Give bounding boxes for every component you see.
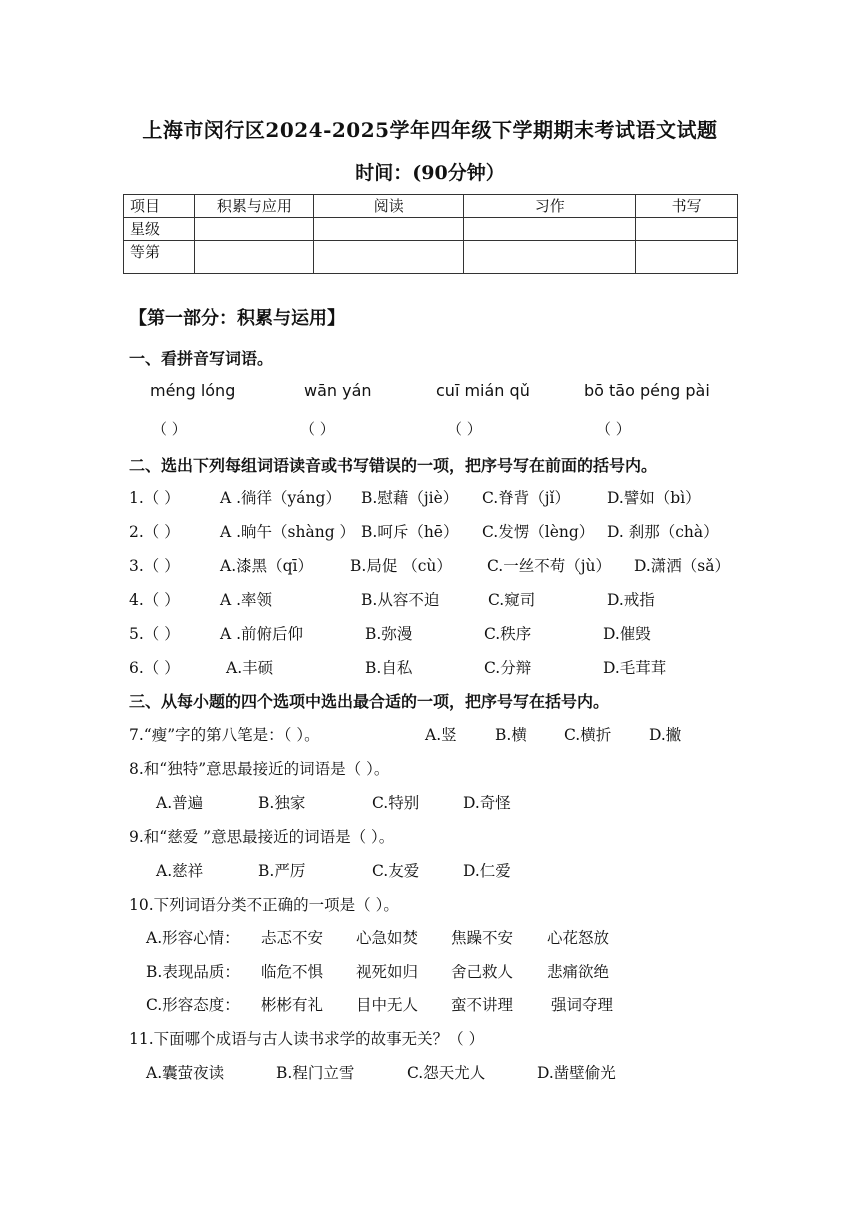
- table-header-cell: 积累与应用: [195, 195, 314, 218]
- score-cell[interactable]: [314, 218, 464, 241]
- option: A.丰硕: [226, 659, 274, 677]
- option: C.发愣（lèng）: [482, 523, 595, 541]
- word: 目中无人: [356, 996, 419, 1014]
- option: C.秩序: [484, 625, 532, 643]
- question-10-row: [146, 960, 610, 982]
- option: C.横折: [564, 726, 612, 744]
- option: B.局促 （cù）: [350, 557, 452, 575]
- question-1: [129, 486, 701, 508]
- option: D.撇: [649, 726, 682, 744]
- page-title: 上海市闵行区2024-2025学年四年级下学期期末考试语文试题: [142, 118, 718, 142]
- answer-blank[interactable]: （ ）: [447, 420, 482, 438]
- score-cell[interactable]: [464, 218, 636, 241]
- option: C.特别: [372, 794, 420, 812]
- table-row: [124, 241, 738, 274]
- option: D.譬如（bì）: [607, 489, 701, 507]
- score-cell[interactable]: [195, 241, 314, 274]
- option: A.漆黑（qī）: [220, 557, 314, 575]
- row-label: 等第: [124, 241, 195, 274]
- word: 强词夺理: [551, 996, 614, 1014]
- table-header-cell: 习作: [464, 195, 636, 218]
- question-2: [129, 520, 719, 542]
- option: A.普遍: [156, 794, 204, 812]
- question-number[interactable]: 2.（ ）: [129, 523, 180, 541]
- option: D.毛茸茸: [603, 659, 667, 677]
- option: C.怨天尤人: [407, 1064, 486, 1082]
- table-row: [124, 218, 738, 241]
- option: D.戒指: [607, 591, 655, 609]
- word: 视死如归: [356, 963, 419, 981]
- question-10-row: [146, 993, 614, 1015]
- pinyin-item: bō tāo péng pài: [584, 381, 710, 400]
- table-header-cell: 书写: [636, 195, 738, 218]
- question-9-options: [156, 859, 511, 881]
- option: B.独家: [258, 794, 306, 812]
- score-cell[interactable]: [636, 241, 738, 274]
- question-number[interactable]: 3.（ ）: [129, 557, 180, 575]
- question-5: [129, 622, 651, 644]
- question-6: [129, 656, 667, 678]
- option: B.严厉: [258, 862, 306, 880]
- word: 心花怒放: [547, 929, 610, 947]
- option: D.凿壁偷光: [537, 1064, 616, 1082]
- answer-blank[interactable]: （ ）: [596, 420, 631, 438]
- option: A.竖: [425, 726, 457, 744]
- question-number[interactable]: 6.（ ）: [129, 659, 180, 677]
- option: A.囊萤夜读: [146, 1064, 225, 1082]
- option: B.自私: [365, 659, 413, 677]
- option: C.友爱: [372, 862, 420, 880]
- option: B.呵斥（hē）: [361, 523, 459, 541]
- option: C.窥司: [488, 591, 536, 609]
- word: 焦躁不安: [451, 929, 514, 947]
- row-label: 星级: [124, 218, 195, 241]
- question-8-stem: 8.和“独特”意思最接近的词语是（ ）。: [129, 760, 390, 778]
- option: B.弥漫: [365, 625, 413, 643]
- section-heading: 三、从每小题的四个选项中选出最合适的一项，把序号写在括号内。: [129, 692, 610, 711]
- exam-time: 时间：(90分钟）: [355, 162, 505, 184]
- pinyin-item: wān yán: [304, 381, 372, 400]
- score-cell[interactable]: [636, 218, 738, 241]
- section-heading: 一、看拼音写词语。: [129, 349, 274, 368]
- question-8-options: [156, 791, 511, 813]
- option: B.程门立雪: [276, 1064, 355, 1082]
- question-stem: 7.“瘦”字的第八笔是：（ ）。: [129, 726, 320, 744]
- option: C.一丝不苟（jù）: [487, 557, 612, 575]
- score-table-header-row: [124, 195, 738, 218]
- score-cell[interactable]: [464, 241, 636, 274]
- option: C.分辩: [484, 659, 532, 677]
- row-label: B.表现品质：: [146, 963, 240, 981]
- question-number[interactable]: 4.（ ）: [129, 591, 180, 609]
- option: B.慰藉（jiè）: [361, 489, 459, 507]
- answer-blank[interactable]: （ ）: [300, 420, 335, 438]
- answer-blank[interactable]: （ ）: [152, 420, 187, 438]
- option: A .晌午（shàng ）: [220, 523, 356, 541]
- section-heading: 二、选出下列每组词语读音或书写错误的一项，把序号写在前面的括号内。: [129, 456, 658, 475]
- option: D.潇洒（sǎ）: [634, 557, 730, 575]
- part-heading: 【第一部分：积累与运用】: [129, 308, 345, 329]
- option: A.慈祥: [156, 862, 204, 880]
- option: B.从容不迫: [361, 591, 440, 609]
- question-11-options: [146, 1061, 616, 1083]
- question-number[interactable]: 5.（ ）: [129, 625, 180, 643]
- word: 舍己救人: [451, 963, 514, 981]
- word: 彬彬有礼: [261, 996, 324, 1014]
- option: D.仁爱: [463, 862, 511, 880]
- option: D.奇怪: [463, 794, 511, 812]
- question-7: [129, 723, 682, 745]
- row-label: A.形容心情：: [146, 929, 240, 947]
- option: A .前俯后仰: [220, 625, 304, 643]
- table-header-cell: 阅读: [314, 195, 464, 218]
- score-cell[interactable]: [195, 218, 314, 241]
- option: D. 刹那（chà）: [607, 523, 719, 541]
- table-header-cell: 项目: [124, 195, 195, 218]
- pinyin-item: méng lóng: [150, 381, 236, 400]
- question-10-row: [146, 926, 610, 948]
- question-4: [129, 588, 655, 610]
- word: 临危不惧: [261, 963, 324, 981]
- question-11-stem: 11.下面哪个成语与古人读书求学的故事无关？（ ）: [129, 1030, 485, 1048]
- question-3: [129, 554, 730, 576]
- option: A .率领: [220, 591, 273, 609]
- word: 忐忑不安: [261, 929, 324, 947]
- question-9-stem: 9.和“慈爱 ”意思最接近的词语是（ ）。: [129, 828, 395, 846]
- score-cell[interactable]: [314, 241, 464, 274]
- row-label: C.形容态度：: [146, 996, 240, 1014]
- question-10-stem: 10.下列词语分类不正确的一项是（ ）。: [129, 896, 399, 914]
- question-number[interactable]: 1.（ ）: [129, 489, 180, 507]
- pinyin-item: cuī mián qǔ: [436, 381, 530, 400]
- option: A .徜徉（yáng）: [220, 489, 341, 507]
- word: 蛮不讲理: [451, 996, 514, 1014]
- option: B.横: [495, 726, 527, 744]
- option: C.脊背（jǐ）: [482, 489, 570, 507]
- score-table: [123, 194, 738, 274]
- word: 悲痛欲绝: [547, 963, 610, 981]
- word: 心急如焚: [356, 929, 419, 947]
- option: D.催毁: [603, 625, 651, 643]
